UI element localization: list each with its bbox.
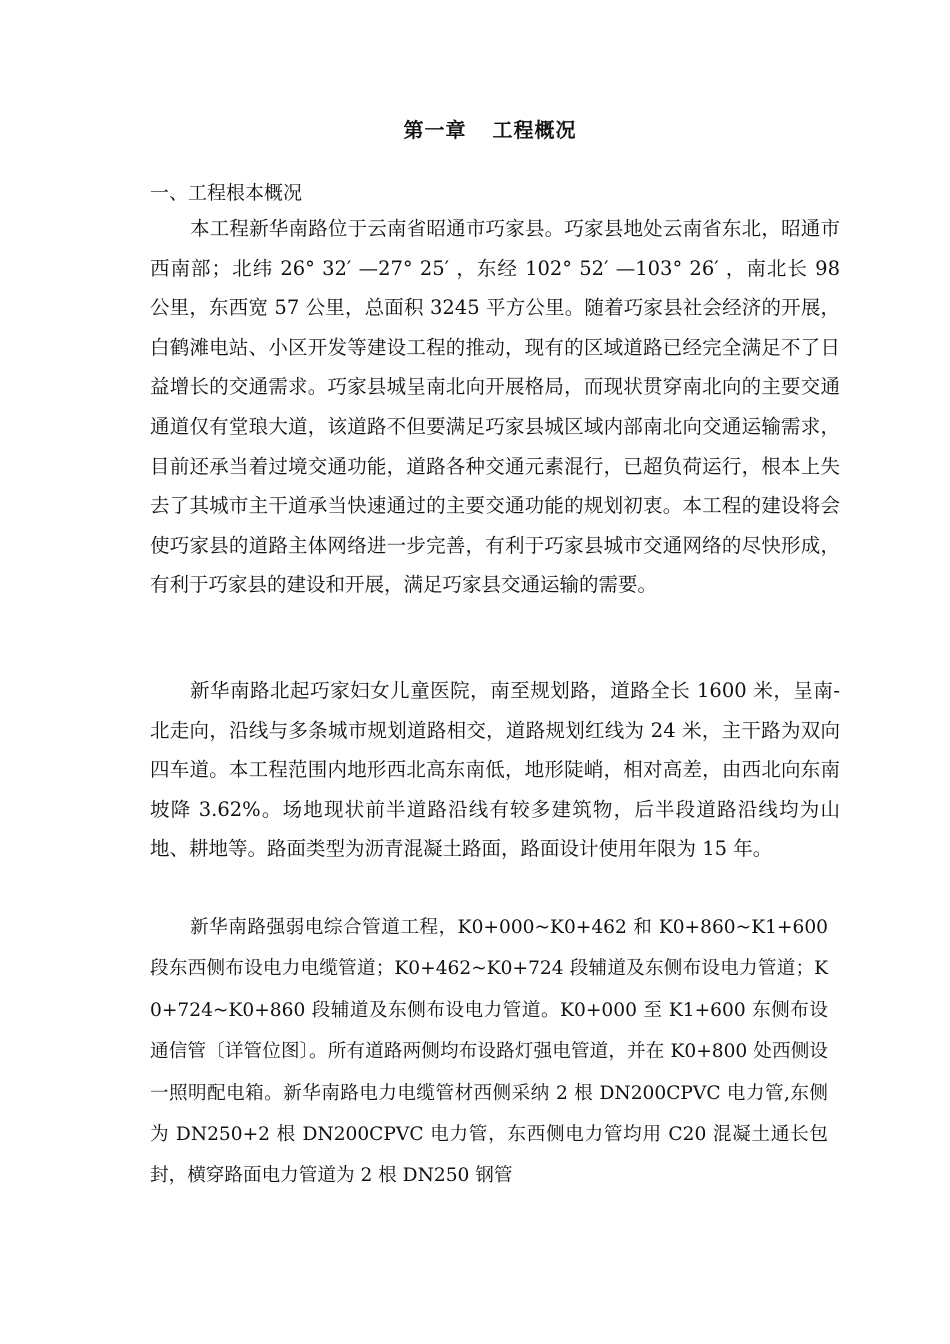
paragraph-project-location: 本工程新华南路位于云南省昭通市巧家县。巧家县地处云南省东北，昭通市西南部；北纬 26° 32′ —27° 25′ ，东经 102° 52′ —103° 26′ ，南北长 98 公里，东西宽 57 公里，总面积 3245 平方公里。随着巧家县社会经济的开展，白鹤滩电站、小区开发等建设工程的推动，现有的区域道路已经完全满足不了日益增长的交通需求。巧家县城呈南北向开展格局，而现状贯穿南北向的主要交通通道仅有堂琅大道，该道路不但要满足巧家县城区域内部南北向交通运输需求，目前还承当着过境交通功能，道路各种交通元素混行，已超负荷运行，根本上失去了其城市主干道承当快速通过的主要交通功能的规划初衷。本工程的建设将会使巧家县的道路主体网络进一步完善，有利于巧家县城市交通网络的尽快形成，有利于巧家县的建设和开展，满足巧家县交通运输的需要。 [150, 217, 840, 597]
paragraph-road-description: 新华南路北起巧家妇女儿童医院，南至规划路，道路全长 1600 米，呈南-北走向，沿线与多条城市规划道路相交，道路规划红线为 24 米，主干路为双向四车道。本工程范围内地形西北高东南低，地形陡峭，相对高差，由西北向东南坡降 3.62%。场地现状前半道路沿线有较多建筑物，后半段道路沿线均为山地、耕地等。路面类型为沥青混凝土路面，路面设计使用年限为 15 年。 [150, 679, 840, 861]
chapter-number: 第一章 [403, 118, 467, 142]
paragraph-power-pipeline: 新华南路强弱电综合管道工程，K0+000~K0+462 和 K0+860~K1+600 段东西侧布设电力电缆管道；K0+462~K0+724 段辅道及东侧布设电力管道；K0+724~K0+860 段辅道及东侧布设电力管道。K0+000 至 K1+600 东侧布设通信管〔详管位图〕。所有道路两侧均布设路灯强电管道，并在 K0+800 处西侧设一照明配电箱。新华南路电力电缆管材西侧采纳 2 根 DN200CPVC 电力管,东侧为 DN250+2 根 DN200CPVC 电力管，东西侧电力管均用 C20 混凝土通长包封，横穿路面电力管道为 2 根 DN250 钢管 [150, 917, 828, 1187]
chapter-name: 工程概况 [492, 118, 577, 142]
section-heading: 一、工程根本概况 [150, 182, 303, 204]
chapter-title [0, 114, 950, 143]
